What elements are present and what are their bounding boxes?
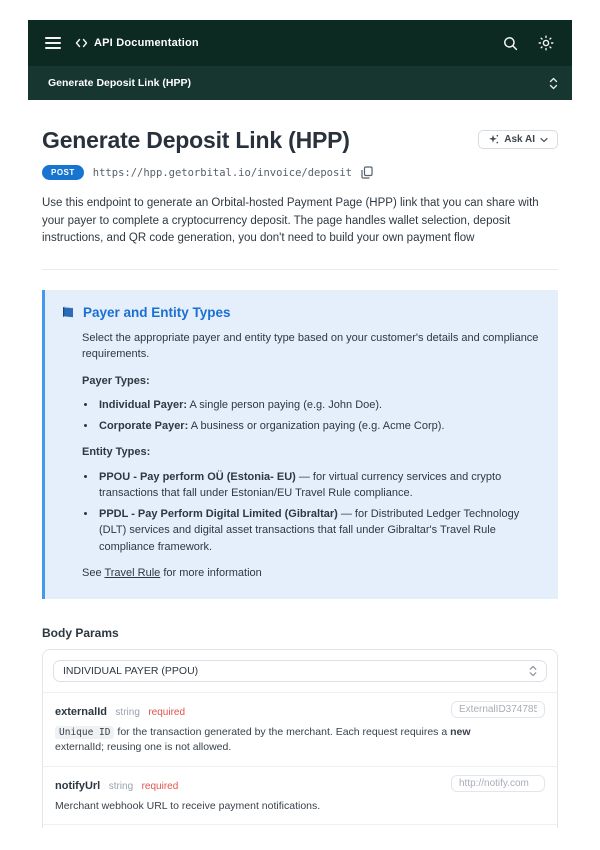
- param-required-badge: required: [141, 780, 179, 792]
- entity-types-heading: Entity Types:: [82, 446, 151, 458]
- payer-type-select-value: INDIVIDUAL PAYER (PPOU): [63, 664, 199, 677]
- payer-types-list: [82, 397, 542, 434]
- param-required-badge: required: [148, 706, 186, 718]
- payer-type-select[interactable]: [53, 660, 547, 682]
- theme-sun-icon[interactable]: [538, 35, 554, 51]
- payer-types-heading: Payer Types:: [82, 374, 150, 387]
- param-type: string: [108, 780, 134, 792]
- param-type: string: [115, 706, 140, 718]
- callout-title: Payer and Entity Types: [83, 304, 231, 320]
- callout-footer: See Travel Rule for more information: [82, 567, 262, 579]
- ask-ai-label: Ask AI: [504, 134, 535, 145]
- page-selector-label: Generate Deposit Link (HPP): [48, 77, 191, 89]
- chevron-down-icon: [540, 137, 548, 143]
- param-row-notifyurl: [43, 767, 557, 825]
- externalid-input[interactable]: [451, 701, 545, 718]
- endpoint-row: [42, 165, 558, 180]
- copy-icon[interactable]: [361, 166, 373, 179]
- entity-types-list: [82, 469, 542, 556]
- callout-intro: Select the appropriate payer and entity type based on your customer's details and compliance requirements.: [82, 331, 539, 360]
- notifyurl-input[interactable]: [451, 775, 545, 792]
- page-selector[interactable]: [28, 66, 572, 100]
- page-title: Generate Deposit Link (HPP): [42, 127, 350, 153]
- section-divider: [42, 269, 558, 270]
- book-icon: [61, 306, 75, 319]
- top-bar-main-row: [28, 20, 572, 66]
- search-icon[interactable]: [503, 36, 518, 51]
- callout-body: [82, 330, 542, 582]
- list-item: • Individual Payer: A single person paying (e.g. John Doe).: [97, 397, 542, 414]
- param-description: Merchant webhook URL to receive payment notifications.: [55, 799, 321, 812]
- app-title: API Documentation: [94, 37, 199, 49]
- param-name: externalId: [55, 705, 107, 718]
- top-bar: [28, 20, 572, 100]
- body-params-heading: Body Params: [42, 625, 119, 640]
- page-selector-updown-icon: [549, 77, 558, 90]
- ask-ai-button[interactable]: [478, 130, 558, 149]
- param-name: notifyUrl: [55, 779, 101, 792]
- list-item: • PPOU - Pay perform OÜ (Estonia- EU) — for virtual currency services and crypto transactions that fall under Estonian/EU Travel Rule compliance.: [97, 469, 542, 502]
- list-item: • PPDL - Pay Perform Digital Limited (Gibraltar) — for Distributed Ledger Technology (DLT) services and digital asset transactions that fall under Gibraltar's Travel Rule compliance framework.: [97, 506, 542, 556]
- select-updown-icon: [529, 665, 537, 677]
- param-row-externalid: [43, 693, 557, 766]
- main-content: [28, 100, 572, 828]
- param-description: Unique ID for the transaction generated by the merchant. Each request requires a new externalId; reusing one is not allowed.: [55, 725, 471, 753]
- endpoint-url: https://hpp.getorbital.io/invoice/deposit: [92, 166, 352, 179]
- sparkle-icon: [488, 134, 499, 145]
- info-callout: [42, 290, 558, 599]
- menu-icon[interactable]: [45, 37, 61, 49]
- row-divider: [43, 824, 557, 825]
- travel-rule-link[interactable]: Travel Rule: [104, 567, 161, 579]
- endpoint-description: Use this endpoint to generate an Orbital-hosted Payment Page (HPP) link that you can share with your payer to complete a cryptocurrency deposit. The page handles wallet selection, deposit instructions, and QR code generation, you don't need to build your own payment flow: [42, 197, 539, 244]
- http-method-badge: POST: [42, 165, 84, 180]
- page-frame: [28, 20, 572, 828]
- list-item: • Corporate Payer: A business or organization paying (e.g. Acme Corp).: [97, 418, 542, 435]
- body-params-panel: [42, 649, 558, 828]
- code-icon: [75, 38, 88, 48]
